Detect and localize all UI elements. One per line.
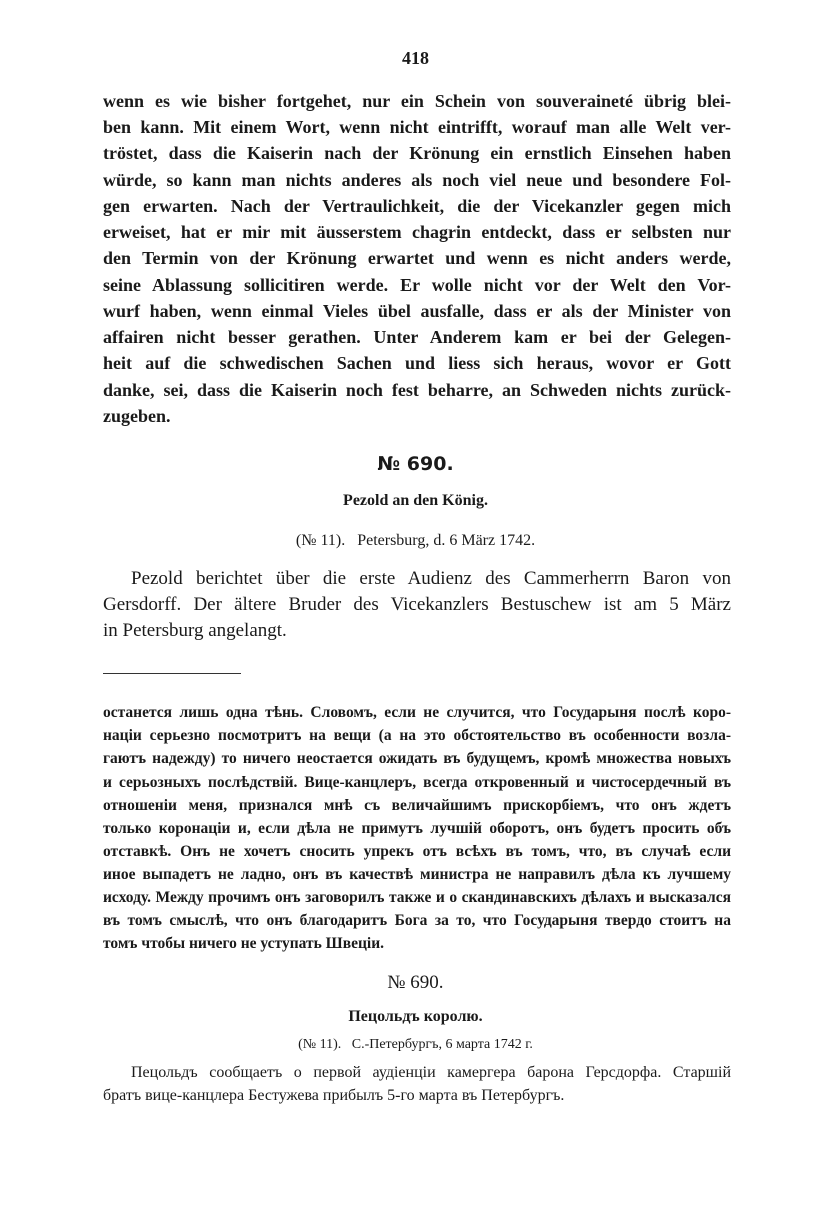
text-line: heit auf die schwedischen Sachen und liess sich heraus, wovor er Gott (103, 353, 731, 373)
text-line: zugeben. (103, 406, 171, 426)
text-line: исходу. Между прочимъ онъ заговорилъ также и о скандинавскихъ дѣлахъ и высказался (103, 889, 731, 906)
text-line: danke, sei, dass die Kaiserin noch fest beharre, an Schweden nichts zurück- (103, 380, 731, 400)
text-line: ben kann. Mit einem Wort, wenn nicht eintrifft, worauf man alle Welt ver- (103, 117, 731, 137)
divider-rule (103, 673, 241, 674)
text-line: den Termin von der Krönung erwartet und wenn es nicht anders werde, (103, 248, 731, 268)
text-line: würde, so kann man nichts anderes als noch viel neue und besondere Fol- (103, 170, 731, 190)
text-line: націи серьезно посмотритъ на вещи (а на это обстоятельство въ особенности возла- (103, 727, 731, 744)
summary-line: Pezold berichtet über die erste Audienz des Cammerherrn Baron von (131, 568, 731, 589)
document-number-ru: № 690. (387, 972, 444, 993)
summary-line: Пецольдъ сообщаетъ о первой аудіенціи камергера барона Герсдорфа. Старшій (131, 1064, 731, 1081)
text-line: только коронаціи и, если дѣла не примутъ лучшій оборотъ, онъ будетъ просить объ (103, 820, 731, 837)
text-line: въ томъ смыслѣ, что онъ благодаритъ Бога за то, что Государыня твердо стоитъ на (103, 912, 731, 929)
text-line: erweiset, hat er mir mit äusserstem chagrin entdeckt, dass er selbsten nur (103, 222, 731, 242)
text-line: и серьозныхъ послѣдствій. Вице-канцлеръ, всегда откровенный и чистосердечный въ (103, 774, 731, 791)
text-line: wurf haben, wenn einmal Vieles übel ausfalle, dass er als der Minister von (103, 301, 731, 321)
text-line: гаютъ надежду) то ничего неостается ожидать въ будущемъ, кромѣ множества новыхъ (103, 750, 731, 767)
text-line: tröstet, dass die Kaiserin nach der Krönung ein ernstlich Einsehen haben (103, 143, 731, 163)
text-line: отставкѣ. Онъ не хочетъ сносить упрекъ отъ всѣхъ въ томъ, что, въ случаѣ если (103, 843, 731, 860)
text-line: wenn es wie bisher fortgehet, nur ein Schein von souveraineté übrig blei- (103, 91, 731, 111)
text-line: affairen nicht besser gerathen. Unter Anderem kam er bei der Gelegen- (103, 327, 731, 347)
document-number: № 690. (377, 453, 454, 475)
text-line: seine Ablassung sollicitiren werde. Er wolle nicht vor der Welt den Vor- (103, 275, 731, 295)
text-line: отношеніи меня, признался мнѣ съ величайшимъ прискорбіемъ, что онъ ждетъ (103, 797, 731, 814)
text-line: иное выпадетъ не ладно, онъ въ качествѣ министра не направилъ дѣла къ лучшему (103, 866, 731, 883)
text-line: останется лишь одна тѣнь. Словомъ, если не случится, что Государыня послѣ коро- (103, 704, 731, 721)
document-title: Pezold an den König. (343, 492, 488, 509)
summary-line: Gersdorff. Der ältere Bruder des Vicekanzlers Bestuschew ist am 5 März (103, 594, 731, 615)
summary-line: in Petersburg angelangt. (103, 620, 287, 641)
document-title-ru: Пецольдъ королю. (348, 1008, 483, 1025)
dateline-ru: (№ 11). С.-Петербургъ, 6 марта 1742 г. (298, 1037, 533, 1052)
text-line: томъ чтобы ничего не уступать Швеціи. (103, 935, 384, 952)
summary-line: братъ вице-канцлера Бестужева прибылъ 5-го марта въ Петербургъ. (103, 1087, 565, 1104)
text-line: gen erwarten. Nach der Vertraulichkeit, die der Vicekanzler gegen mich (103, 196, 731, 216)
page-number: 418 (402, 48, 429, 68)
dateline: (№ 11). Petersburg, d. 6 März 1742. (295, 532, 536, 549)
